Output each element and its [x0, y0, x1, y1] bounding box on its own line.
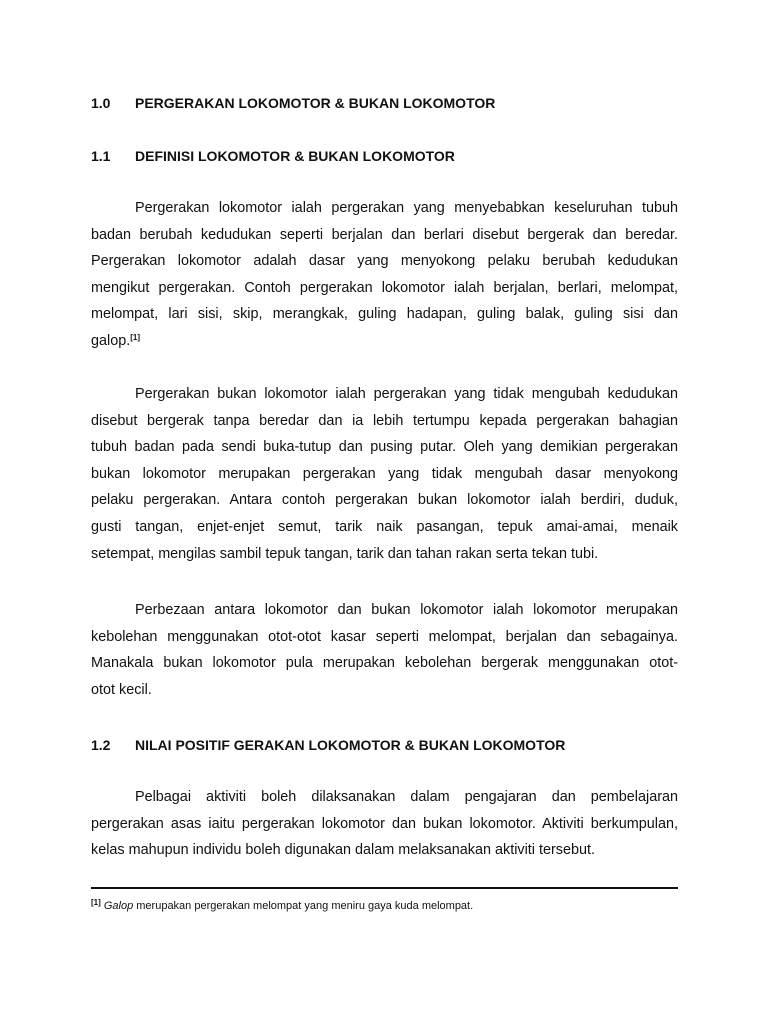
text-line: kebolehan menggunakan otot-otot kasar seperti melompat, berjalan dan sebagainya. — [91, 628, 678, 645]
text-line: pelaku pergerakan. Antara contoh pergerakan bukan lokomotor ialah berdiri, duduk, — [91, 492, 678, 509]
heading-number: 1.0 — [91, 95, 111, 111]
text-line: tubuh badan pada sendi buka-tutup dan pusing putar. Oleh yang demikian pergerakan — [91, 439, 678, 456]
text-line: otot kecil. — [91, 681, 152, 698]
text-line: kelas mahupun individu boleh digunakan dalam melaksanakan aktiviti tersebut. — [91, 842, 595, 859]
text-line: Perbezaan antara lokomotor dan bukan lokomotor ialah lokomotor merupakan — [135, 602, 678, 618]
heading-title: PERGERAKAN LOKOMOTOR & BUKAN LOKOMOTOR — [135, 95, 496, 111]
text-line: setempat, mengilas sambil tepuk tangan, tarik dan tahan rakan serta tekan tubi. — [91, 545, 599, 562]
text-line: bukan lokomotor merupakan pergerakan yang tidak mengubah dasar menyokong — [91, 465, 678, 482]
paragraph-locomotor-definition — [91, 195, 678, 355]
heading-title: DEFINISI LOKOMOTOR & BUKAN LOKOMOTOR — [135, 148, 455, 164]
text-line: disebut bergerak tanpa beredar dan ia lebih tertumpu kepada pergerakan bahagian — [91, 412, 678, 429]
text-line: badan berubah kedudukan seperti berjalan dan berlari disebut bergerak dan beredar. — [91, 226, 678, 243]
text-line: Pergerakan bukan lokomotor ialah pergerakan yang tidak mengubah kedudukan — [135, 386, 678, 402]
heading-1-0 — [91, 95, 495, 111]
text-line: galop. — [91, 332, 131, 349]
text-line: melompat, lari sisi, skip, merangkak, guling hadapan, guling balak, guling sisi dan — [91, 306, 678, 323]
text-line: gusti tangan, enjet-enjet semut, tarik naik pasangan, tepuk amai-amai, menaik — [91, 518, 678, 535]
heading-1-1 — [91, 148, 455, 164]
heading-number: 1.1 — [91, 148, 111, 164]
text-line: Manakala bukan lokomotor pula merupakan kebolehan bergerak menggunakan otot- — [91, 655, 678, 672]
paragraph-non-locomotor-definition — [91, 381, 678, 567]
text-line: pergerakan asas iaitu pergerakan lokomotor dan bukan lokomotor. Aktiviti berkumpulan, — [91, 815, 678, 832]
text-line-with-footnote — [91, 328, 678, 355]
footnote-separator — [91, 887, 678, 889]
footnote-text: merupakan pergerakan melompat yang meniru gaya kuda melompat. — [133, 900, 474, 912]
heading-number: 1.2 — [91, 737, 111, 753]
text-line: Pergerakan lokomotor adalah dasar yang menyokong pelaku berubah kedudukan — [91, 253, 678, 270]
heading-1-2 — [91, 737, 565, 753]
footnote-reference[interactable]: [1] — [130, 332, 140, 342]
text-line: Pelbagai aktiviti boleh dilaksanakan dalam pengajaran dan pembelajaran — [135, 789, 678, 805]
paragraph-activities — [91, 784, 678, 864]
text-line: Pergerakan lokomotor ialah pergerakan yang menyebabkan keseluruhan tubuh — [135, 200, 678, 216]
text-line: mengikut pergerakan. Contoh pergerakan lokomotor ialah berjalan, berlari, melompat, — [91, 279, 678, 296]
footnote-term: Galop — [103, 900, 134, 912]
footnote-marker: [1] — [91, 898, 101, 907]
heading-title: NILAI POSITIF GERAKAN LOKOMOTOR & BUKAN LOKOMOTOR — [135, 737, 566, 753]
paragraph-difference — [91, 597, 678, 703]
footnote — [91, 900, 473, 912]
